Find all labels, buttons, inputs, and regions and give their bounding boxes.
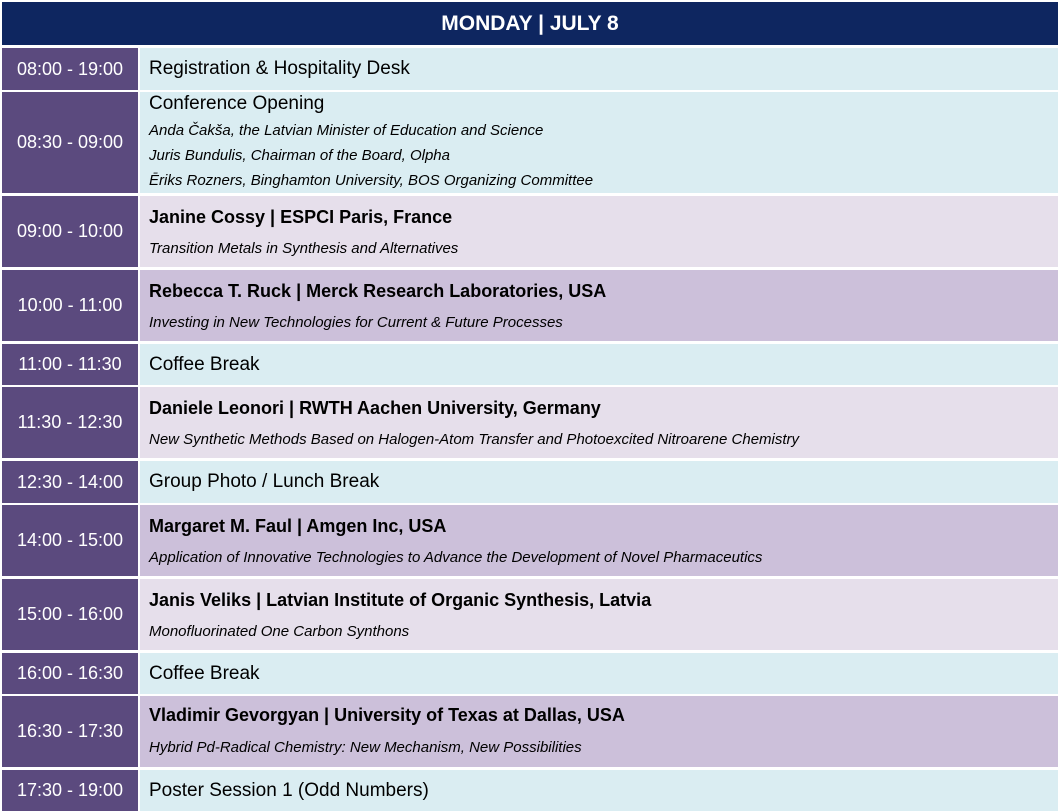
speaker-affiliation: Daniele Leonori | RWTH Aachen University, Germany (149, 398, 601, 418)
session-block (140, 387, 1058, 458)
day-header: MONDAY | JULY 8 (2, 2, 1058, 45)
schedule-row-registration (2, 48, 1058, 90)
speaker-affiliation: Margaret M. Faul | Amgen Inc, USA (149, 516, 447, 536)
schedule-row-talk (2, 696, 1058, 767)
time-slot: 11:30 - 12:30 (2, 387, 138, 458)
schedule-row-poster (2, 770, 1058, 811)
talk-title: Monofluorinated One Carbon Synthons (149, 623, 410, 640)
talk-title: New Synthetic Methods Based on Halogen-Atom Transfer and Photoexcited Nitroarene Chemistry (149, 431, 800, 448)
schedule-row-talk (2, 505, 1058, 576)
schedule-row-talk (2, 579, 1058, 650)
speaker-affiliation: Janis Veliks | Latvian Institute of Organic Synthesis, Latvia (149, 590, 652, 610)
opening-speaker-line: Juris Bundulis, Chairman of the Board, Olpha (149, 147, 450, 164)
schedule-row-talk (2, 196, 1058, 267)
time-slot: 12:30 - 14:00 (2, 461, 138, 503)
session-block (140, 270, 1058, 341)
talk-title: Transition Metals in Synthesis and Alternatives (149, 240, 459, 257)
time-slot: 11:00 - 11:30 (2, 344, 138, 385)
session-block (140, 92, 1058, 193)
talk-title: Application of Innovative Technologies to Advance the Development of Novel Pharmaceutics (149, 549, 763, 566)
session-title: Coffee Break (140, 653, 1058, 694)
speaker-affiliation: Vladimir Gevorgyan | University of Texas at Dallas, USA (149, 705, 625, 725)
talk-title: Investing in New Technologies for Current & Future Processes (149, 314, 563, 331)
session-title: Registration & Hospitality Desk (140, 48, 1058, 90)
schedule-row-break (2, 653, 1058, 694)
session-block (140, 196, 1058, 267)
time-slot: 15:00 - 16:00 (2, 579, 138, 650)
time-slot: 16:30 - 17:30 (2, 696, 138, 767)
time-slot: 17:30 - 19:00 (2, 770, 138, 811)
opening-speaker-line: Anda Čakša, the Latvian Minister of Education and Science (149, 122, 544, 139)
opening-speaker-line: Ēriks Rozners, Binghamton University, BOS Organizing Committee (149, 172, 594, 189)
time-slot: 14:00 - 15:00 (2, 505, 138, 576)
talk-title: Hybrid Pd-Radical Chemistry: New Mechanism, New Possibilities (149, 739, 582, 756)
session-title: Group Photo / Lunch Break (140, 461, 1058, 503)
schedule-row-talk (2, 270, 1058, 341)
time-slot: 08:30 - 09:00 (2, 92, 138, 193)
session-title: Coffee Break (140, 344, 1058, 385)
session-block (140, 505, 1058, 576)
schedule-row-talk (2, 387, 1058, 458)
speaker-affiliation: Rebecca T. Ruck | Merck Research Laboratories, USA (149, 281, 607, 301)
session-title: Conference Opening (149, 93, 325, 114)
speaker-affiliation: Janine Cossy | ESPCI Paris, France (149, 207, 453, 227)
schedule-row-opening (2, 92, 1058, 193)
time-slot: 10:00 - 11:00 (2, 270, 138, 341)
session-block (140, 696, 1058, 767)
time-slot: 08:00 - 19:00 (2, 48, 138, 90)
time-slot: 09:00 - 10:00 (2, 196, 138, 267)
session-block (140, 579, 1058, 650)
time-slot: 16:00 - 16:30 (2, 653, 138, 694)
session-title: Poster Session 1 (Odd Numbers) (140, 770, 1058, 811)
schedule-row-break (2, 344, 1058, 385)
schedule-row-break (2, 461, 1058, 503)
